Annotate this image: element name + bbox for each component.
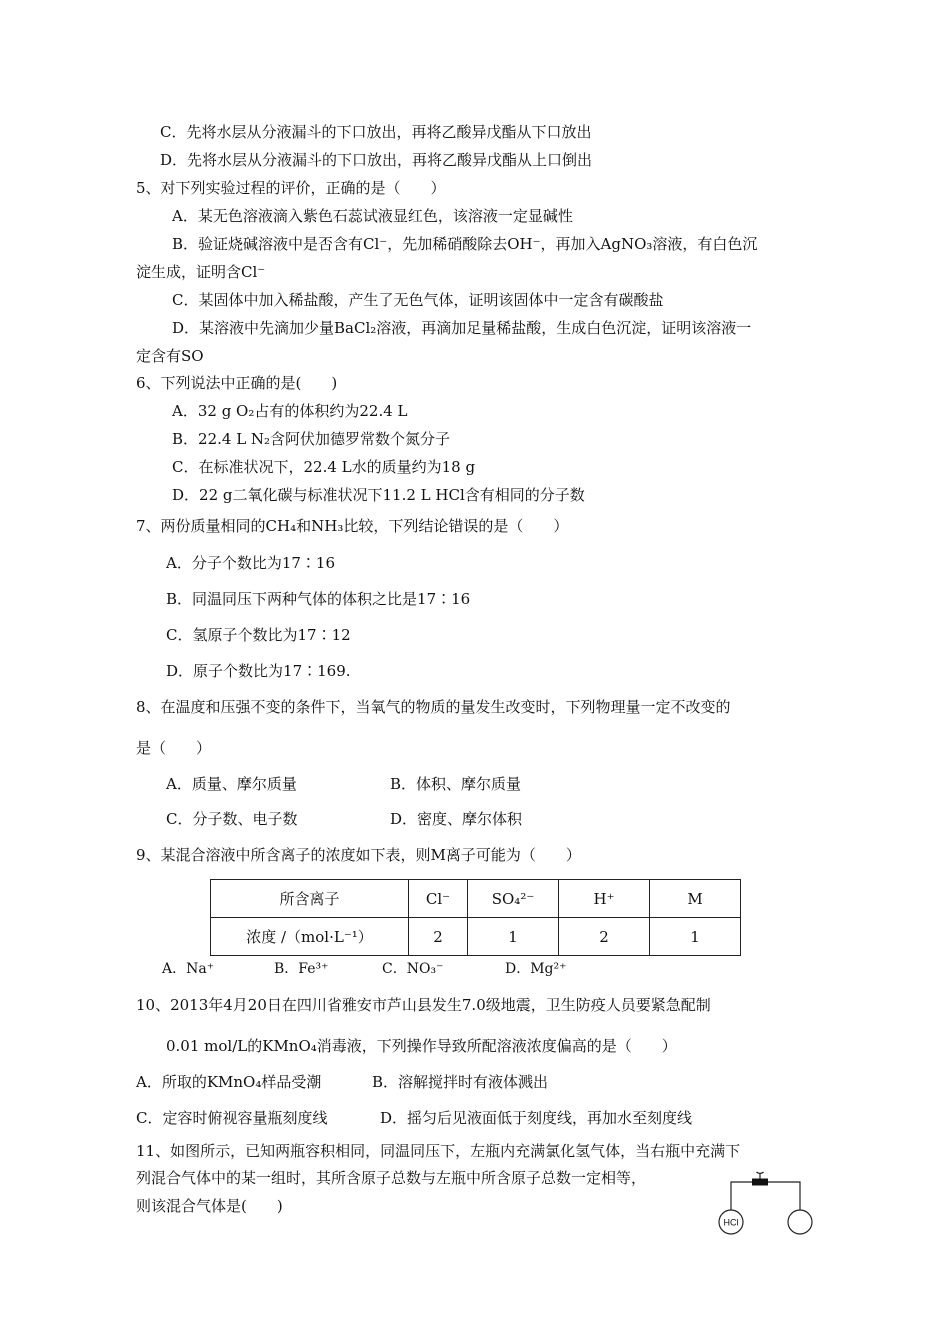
table-header-cell: H⁺ bbox=[559, 880, 650, 918]
stopcock-handle bbox=[757, 1172, 764, 1179]
q10-option-d: D．摇匀后见液面低于刻度线，再加水至刻度线 bbox=[380, 1109, 693, 1127]
question-6: 6、下列说法中正确的是( ) bbox=[136, 374, 338, 392]
question-10-line2: 0.01 mol/L的KMnO₄消毒液，下列操作导致所配溶液浓度偏高的是（ ） bbox=[166, 1037, 677, 1055]
question-11-line3: 则该混合气体是( ) bbox=[136, 1197, 283, 1215]
q9-option-b: B．Fe³⁺ bbox=[274, 961, 329, 977]
question-10-line1: 10、2013年4月20日在四川省雅安市芦山县发生7.0级地震，卫生防疫人员要紧急配制 bbox=[136, 996, 711, 1014]
q9-option-c: C．NO₃⁻ bbox=[382, 961, 444, 977]
q7-option-c: C．氢原子个数比为17∶12 bbox=[166, 626, 351, 644]
question-5: 5、对下列实验过程的评价，正确的是（ ） bbox=[136, 179, 446, 197]
left-flask-label: HCl bbox=[723, 1217, 739, 1228]
q7-option-a: A．分子个数比为17∶16 bbox=[166, 554, 336, 572]
q10-option-a: A．所取的KMnO₄样品受潮 bbox=[136, 1073, 322, 1091]
q5-option-a: A．某无色溶液滴入紫色石蕊试液显红色，该溶液一定显碱性 bbox=[172, 207, 573, 225]
ion-concentration-table bbox=[210, 879, 741, 956]
right-flask bbox=[788, 1210, 812, 1234]
q10-option-c: C．定容时俯视容量瓶刻度线 bbox=[136, 1109, 328, 1127]
two-flasks-figure bbox=[716, 1170, 816, 1238]
q4-option-d: D．先将水层从分液漏斗的下口放出，再将乙酸异戊酯从上口倒出 bbox=[160, 151, 593, 169]
q5-option-c: C．某固体中加入稀盐酸，产生了无色气体，证明该固体中一定含有碳酸盐 bbox=[172, 291, 664, 309]
table-header-cell: M bbox=[650, 880, 741, 918]
table-cell: 1 bbox=[468, 918, 559, 956]
q6-option-d: D．22 g二氧化碳与标准状况下11.2 L HCl含有相同的分子数 bbox=[172, 486, 585, 504]
table-cell: 2 bbox=[409, 918, 468, 956]
question-7: 7、两份质量相同的CH₄和NH₃比较，下列结论错误的是（ ） bbox=[136, 517, 569, 535]
table-cell: 浓度 /（mol·L⁻¹） bbox=[211, 918, 409, 956]
q9-option-a: A．Na⁺ bbox=[162, 961, 215, 977]
question-8-line2: 是（ ） bbox=[136, 739, 212, 757]
q6-option-c: C．在标准状况下，22.4 L水的质量约为18 g bbox=[172, 458, 476, 476]
q6-option-a: A．32 g O₂占有的体积约为22.4 L bbox=[172, 402, 408, 420]
stopcock-valve bbox=[752, 1179, 768, 1186]
q8-option-b: B．体积、摩尔质量 bbox=[390, 775, 522, 793]
q6-option-b: B．22.4 L N₂含阿伏加德罗常数个氮分子 bbox=[172, 430, 451, 448]
q9-option-d: D．Mg²⁺ bbox=[505, 961, 567, 977]
q5-option-b-line1: B．验证烧碱溶液中是否含有Cl⁻，先加稀硝酸除去OH⁻，再加入AgNO₃溶液，有白色沉 bbox=[172, 235, 758, 253]
q7-option-b: B．同温同压下两种气体的体积之比是17∶16 bbox=[166, 590, 471, 608]
question-8-line1: 8、在温度和压强不变的条件下，当氧气的物质的量发生改变时，下列物理量一定不改变的 bbox=[136, 698, 731, 716]
table-header-row bbox=[211, 880, 741, 918]
table-header-cell: 所含离子 bbox=[211, 880, 409, 918]
question-11-line1: 11、如图所示，已知两瓶容积相同，同温同压下，左瓶内充满氯化氢气体，当右瓶中充满下 bbox=[136, 1142, 741, 1160]
question-11-line2: 列混合气体中的某一组时，其所含原子总数与左瓶中所含原子总数一定相等， bbox=[136, 1169, 647, 1187]
q10-option-b: B．溶解搅拌时有液体溅出 bbox=[372, 1073, 549, 1091]
q5-option-d-line1: D．某溶液中先滴加少量BaCl₂溶液，再滴加足量稀盐酸，生成白色沉淀，证明该溶液一 bbox=[172, 319, 752, 337]
q8-option-a: A．质量、摩尔质量 bbox=[166, 775, 297, 793]
table-header-cell: Cl⁻ bbox=[409, 880, 468, 918]
table-cell: 1 bbox=[650, 918, 741, 956]
q7-option-d: D．原子个数比为17∶169. bbox=[166, 662, 351, 680]
connecting-tube bbox=[731, 1182, 800, 1210]
table-cell: 2 bbox=[559, 918, 650, 956]
q5-option-b-line2: 淀生成，证明含Cl⁻ bbox=[136, 263, 266, 281]
q8-option-d: D．密度、摩尔体积 bbox=[390, 810, 523, 828]
q4-option-c: C．先将水层从分液漏斗的下口放出，再将乙酸异戊酯从下口放出 bbox=[160, 123, 592, 141]
table-header-cell: SO₄²⁻ bbox=[468, 880, 559, 918]
q5-option-d-line2: 定含有SO bbox=[136, 347, 204, 365]
question-9: 9、某混合溶液中所含离子的浓度如下表，则M离子可能为（ ） bbox=[136, 846, 581, 864]
table-row bbox=[211, 918, 741, 956]
q8-option-c: C．分子数、电子数 bbox=[166, 810, 298, 828]
